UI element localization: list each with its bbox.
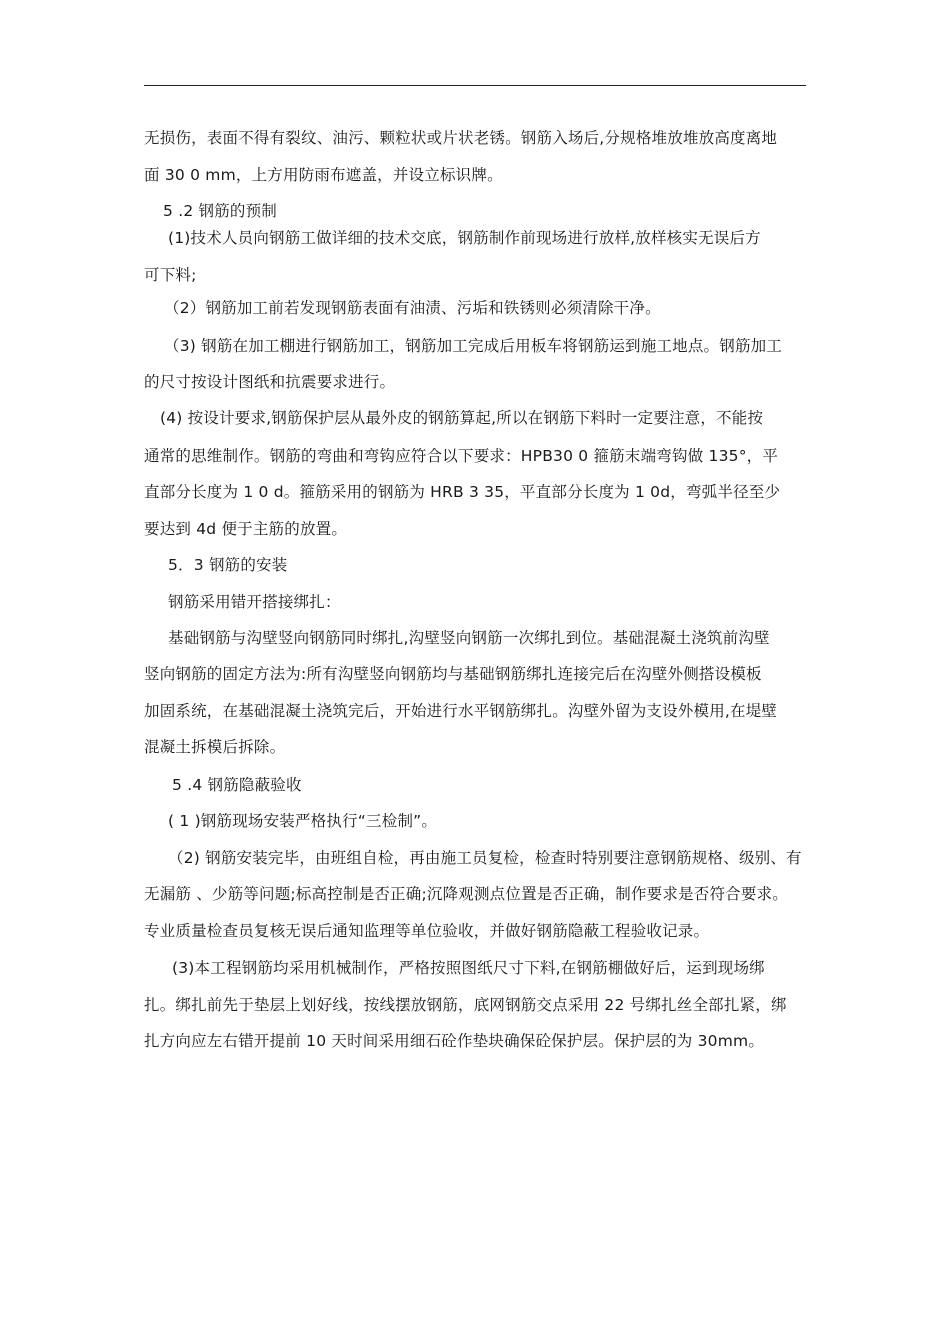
text-line: (4) 按设计要求,钢筋保护层从最外皮的钢筋算起,所以在钢筋下料时一定要注意，不能按 <box>160 409 764 427</box>
text-line: 直部分长度为 1 0 d。箍筋采用的钢筋为 HRB 3 35，平直部分长度为 1 0d，弯弧半径至少 <box>144 483 781 501</box>
text-line: 加固系统，在基础混凝土浇筑完后，开始进行水平钢筋绑扎。沟壁外留为支设外模用,在堤壁 <box>144 702 778 720</box>
text-line: 扎方向应左右错开提前 10 天时间采用细石砼作垫块确保砼保护层。保护层的为 30mm。 <box>144 1032 765 1050</box>
text-line: 面 30 0 mm，上方用防雨布遮盖，并设立标识牌。 <box>144 166 503 184</box>
text-line: 无漏筋 、少筋等问题;标高控制是否正确;沉降观测点位置是否正确，制作要求是否符合要求。 <box>144 885 788 903</box>
text-line: 扎。绑扎前先于垫层上划好线，按线摆放钢筋，底网钢筋交点采用 22 号绑扎丝全部扎紧，绑 <box>144 996 787 1014</box>
text-line: 专业质量检查员复核无误后通知监理等单位验收，并做好钢筋隐蔽工程验收记录。 <box>144 922 710 940</box>
text-line: 的尺寸按设计图纸和抗震要求进行。 <box>144 373 396 391</box>
text-line: 基础钢筋与沟壁竖向钢筋同时绑扎,沟壁竖向钢筋一次绑扎到位。基础混凝土浇筑前沟壁 <box>168 629 770 647</box>
text-line: 钢筋采用错开搭接绑扎： <box>168 593 341 611</box>
text-line: 竖向钢筋的固定方法为:所有沟壁竖向钢筋均与基础钢筋绑扎连接完后在沟壁外侧搭设模板 <box>144 665 762 683</box>
section-heading: 5．3 钢筋的安装 <box>168 556 288 574</box>
text-line: 可下料; <box>144 266 197 284</box>
text-line: （2) 钢筋安装完毕，由班组自检，再由施工员复检，检查时特别要注意钢筋规格、级别、有 <box>168 849 802 867</box>
section-heading: 5 .4 钢筋隐蔽验收 <box>172 776 302 794</box>
text-line: (3)本工程钢筋均采用机械制作，严格按照图纸尺寸下料,在钢筋棚做好后，运到现场绑 <box>172 959 765 977</box>
text-line: ( 1 )钢筋现场安装严格执行“三检制”。 <box>168 812 438 830</box>
text-line: 要达到 4d 便于主筋的放置。 <box>144 520 348 538</box>
section-heading: 5 .2 钢筋的预制 <box>163 202 278 220</box>
text-line: 无损伤，表面不得有裂纹、油污、颗粒状或片状老锈。钢筋入场后,分规格堆放堆放高度离地 <box>144 129 778 147</box>
text-line: (1)技术人员向钢筋工做详细的技术交底，钢筋制作前现场进行放样,放样核实无误后方 <box>168 229 761 247</box>
text-line: 混凝土拆模后拆除。 <box>144 738 286 756</box>
text-line: 通常的思维制作。钢筋的弯曲和弯钩应符合以下要求：HPB30 0 箍筋末端弯钩做 135°，平 <box>144 447 779 465</box>
header-rule <box>144 85 806 86</box>
text-line: （3) 钢筋在加工棚进行钢筋加工，钢筋加工完成后用板车将钢筋运到施工地点。钢筋加工 <box>164 337 783 355</box>
text-line: （2）钢筋加工前若发现钢筋表面有油渍、污垢和铁锈则必须清除干净。 <box>164 299 661 317</box>
